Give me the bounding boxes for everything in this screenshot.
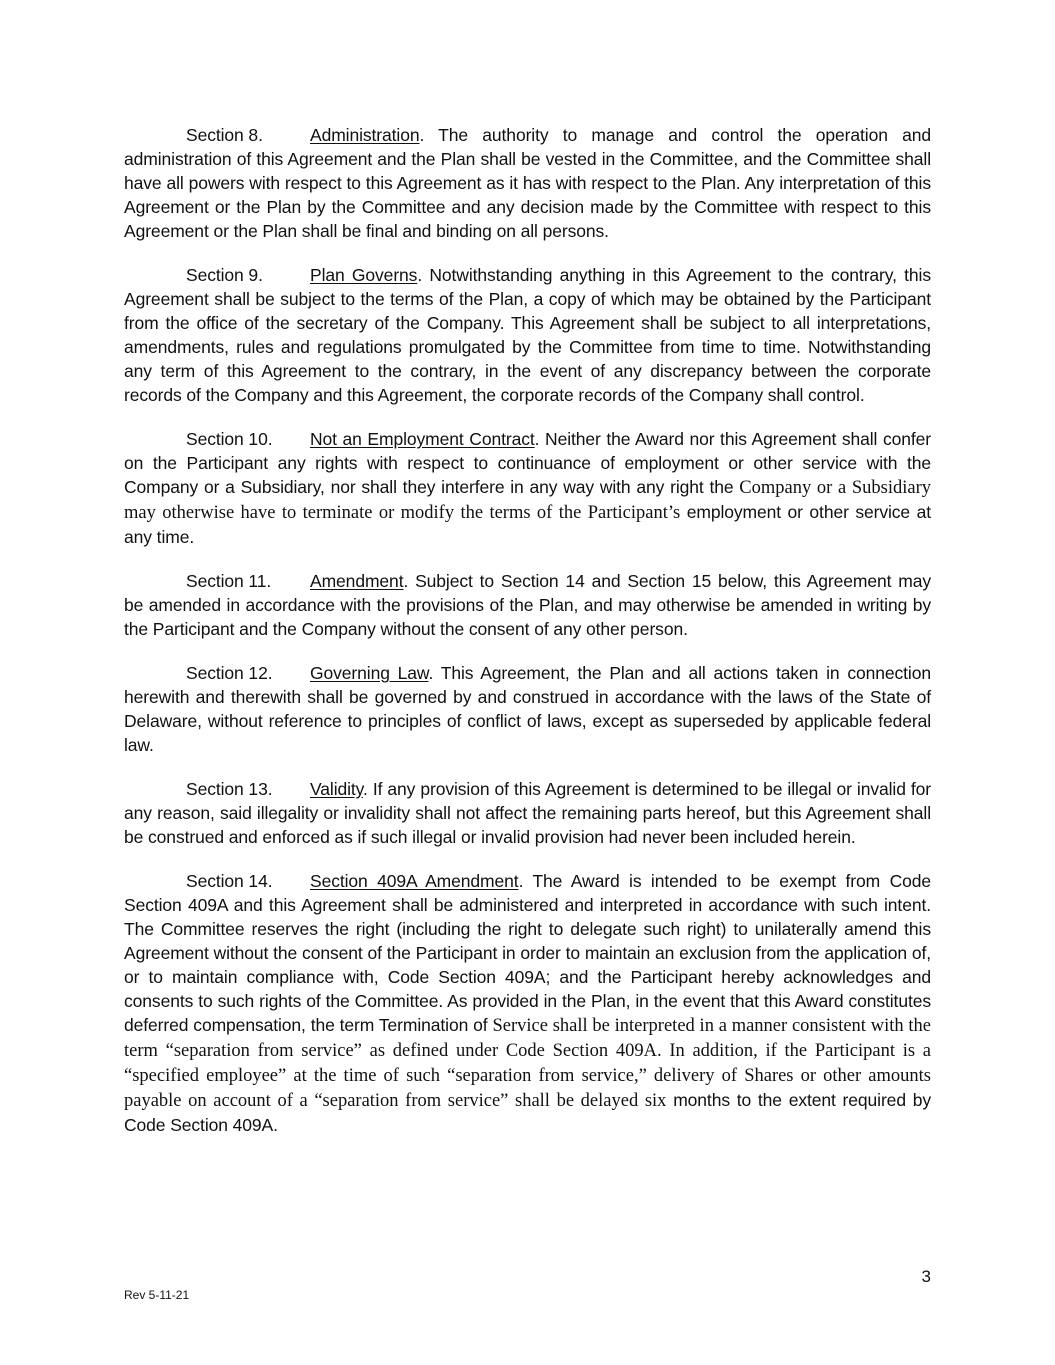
- document-body: [124, 123, 931, 1157]
- page-number: 3: [921, 1267, 931, 1286]
- section-13: [124, 777, 931, 849]
- section-text: . Notwithstanding anything in this Agreement to the contrary, this Agreement shall be subject to the terms of the Plan, a copy of which may be obtained by the Participant from the office of the secretary of the Company. This Agreement shall be subject to all interpretations, amendments, rules and regulations promulgated by the Committee from time to time. Notwithstanding any term of this Agreement to the contrary, in the event of any discrepancy between the corporate records of the Company and this Agreement, the corporate records of the Company shall control.: [124, 265, 931, 405]
- section-title: Section 409A Amendment: [310, 871, 519, 891]
- section-title: Administration: [310, 125, 420, 145]
- section-number: Section 10.: [186, 429, 273, 449]
- section-number: Section 11.: [186, 571, 272, 591]
- section-text: . Subject to Section 14 and Section 15 below, this Agreement may be amended in accordance with the provisions of the Plan, and may otherwise be amended in writing by the Participant and the Company without the consent of any other person.: [124, 571, 931, 639]
- section-title: Validity: [310, 779, 364, 799]
- section-text: . The authority to manage and control the operation and administration of this Agreement and the Plan shall be vested in the Committee, and the Committee shall have all powers with respect to this Agreement as it has with respect to the Plan. Any interpretation of this Agreement or the Plan by the Committee and any decision made by the Committee with respect to this Agreement or the Plan shall be final and binding on all persons.: [124, 125, 931, 241]
- section-12: [124, 661, 931, 757]
- section-number: Section 12.: [186, 663, 273, 683]
- section-11: [124, 569, 931, 641]
- section-title: Not an Employment Contract: [310, 429, 535, 449]
- revision-label: Rev 5-11-21: [124, 1288, 190, 1302]
- section-title: Plan Governs: [310, 265, 418, 285]
- section-8: [124, 123, 931, 243]
- section-14: [124, 869, 931, 1137]
- section-number: Section 9.: [186, 265, 263, 285]
- section-title: Amendment: [310, 571, 404, 591]
- section-text: . If any provision of this Agreement is determined to be illegal or invalid for any reason, said illegality or invalidity shall not affect the remaining parts hereof, but this Agreement shall be construed and enforced as if such illegal or invalid provision had never been included herein.: [124, 779, 931, 847]
- section-number: Section 14.: [186, 871, 273, 891]
- section-text-serif: Company or a Subsidiary may otherwise have to terminate or modify the terms of the Participant’s: [124, 478, 931, 523]
- section-text-serif: Service shall be interpreted in a manner consistent with the term “separation from service” as defined under Code Section 409A. In addition, if the Participant is a “specified employee” at the time of such “separation from service,” delivery of Shares or other amounts payable on account of a “separation from service” shall be delayed six: [124, 1016, 931, 1111]
- section-text: . This Agreement, the Plan and all actions taken in connection herewith and therewith shall be governed by and construed in accordance with the laws of the State of Delaware, without reference to principles of conflict of laws, except as superseded by applicable federal law.: [124, 663, 931, 755]
- section-text: . Neither the Award nor this Agreement shall confer on the Participant any rights with respect to continuance of employment or other service with the Company or a Subsidiary, nor shall they interfere in any way with any right the: [124, 429, 931, 497]
- section-text-tail: months to the extent required by Code Section 409A.: [124, 1090, 931, 1135]
- section-10: [124, 427, 931, 549]
- section-9: [124, 263, 931, 407]
- section-title: Governing Law: [310, 663, 429, 683]
- section-text: . The Award is intended to be exempt from Code Section 409A and this Agreement shall be administered and interpreted in accordance with such intent. The Committee reserves the right (including the right to delegate such right) to unilaterally amend this Agreement without the consent of the Participant in order to maintain an exclusion from the application of, or to maintain compliance with, Code Section 409A; and the Participant hereby acknowledges and consents to such rights of the Committee. As provided in the Plan, in the event that this Award constitutes deferred compensation, the term Termination of: [124, 871, 931, 1035]
- section-number: Section 8.: [186, 125, 263, 145]
- section-text-tail: employment or other service at any time.: [124, 502, 931, 547]
- section-number: Section 13.: [186, 779, 273, 799]
